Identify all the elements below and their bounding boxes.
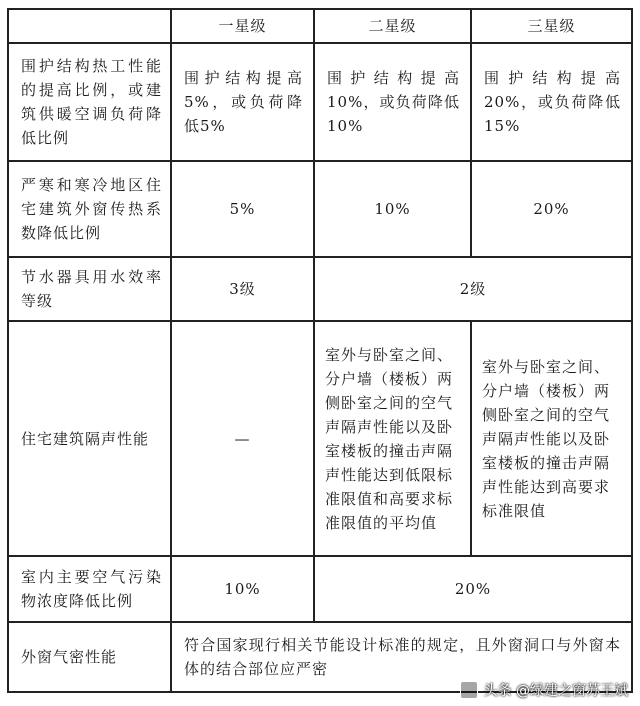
row-label-pollutant: 室内主要空气污染物浓度降低比例 bbox=[8, 556, 171, 622]
cell-window-u-three-star: 20% bbox=[471, 161, 632, 257]
table-row-envelope bbox=[8, 43, 632, 161]
table-row-window-u bbox=[8, 161, 632, 257]
cell-window-u-one-star: 5% bbox=[171, 161, 314, 257]
star-rating-table bbox=[7, 8, 633, 693]
cell-acoustic-one-star: — bbox=[171, 321, 314, 556]
header-three-star: 三星级 bbox=[471, 9, 632, 43]
cell-pollutant-one-star: 10% bbox=[171, 556, 314, 622]
table-row-acoustic bbox=[8, 321, 632, 556]
cell-acoustic-two-star: 室外与卧室之间、分户墙（楼板）两侧卧室之间的空气声隔声性能以及卧室楼板的撞击声隔声性能达到低限标准限值和高要求标准限值的平均值 bbox=[314, 321, 471, 556]
row-label-acoustic: 住宅建筑隔声性能 bbox=[8, 321, 171, 556]
row-label-envelope: 围护结构热工性能的提高比例，或建筑供暖空调负荷降低比例 bbox=[8, 43, 171, 161]
row-label-airtightness: 外窗气密性能 bbox=[8, 622, 171, 692]
table-header-row bbox=[8, 9, 632, 43]
header-blank-cell bbox=[8, 9, 171, 43]
row-label-window-u: 严寒和寒冷地区住宅建筑外窗传热系数降低比例 bbox=[8, 161, 171, 257]
table-row-water bbox=[8, 257, 632, 321]
cell-water-one-star: 3级 bbox=[171, 257, 314, 321]
cell-pollutant-two-three-star: 20% bbox=[314, 556, 632, 622]
cell-airtightness-all-stars: 符合国家现行相关节能设计标准的规定，且外窗洞口与外窗本体的结合部位应严密 bbox=[171, 622, 632, 692]
cell-water-two-three-star: 2级 bbox=[314, 257, 632, 321]
table-row-pollutant bbox=[8, 556, 632, 622]
row-label-water: 节水器具用水效率等级 bbox=[8, 257, 171, 321]
cell-window-u-two-star: 10% bbox=[314, 161, 471, 257]
watermark bbox=[460, 680, 628, 700]
cell-envelope-one-star: 围护结构提高5%，或负荷降低5% bbox=[171, 43, 314, 161]
cell-envelope-two-star: 围护结构提高10%，或负荷降低10% bbox=[314, 43, 471, 161]
cell-acoustic-three-star: 室外与卧室之间、分户墙（楼板）两侧卧室之间的空气声隔声性能以及卧室楼板的撞击声隔声性能达到高要求标准限值 bbox=[471, 321, 632, 556]
watermark-text: 头条 @绿建之窗苏王斌 bbox=[483, 683, 628, 699]
header-two-star: 二星级 bbox=[314, 9, 471, 43]
cell-envelope-three-star: 围护结构提高20%，或负荷降低15% bbox=[471, 43, 632, 161]
toutiao-logo-icon bbox=[460, 681, 478, 699]
header-one-star: 一星级 bbox=[171, 9, 314, 43]
